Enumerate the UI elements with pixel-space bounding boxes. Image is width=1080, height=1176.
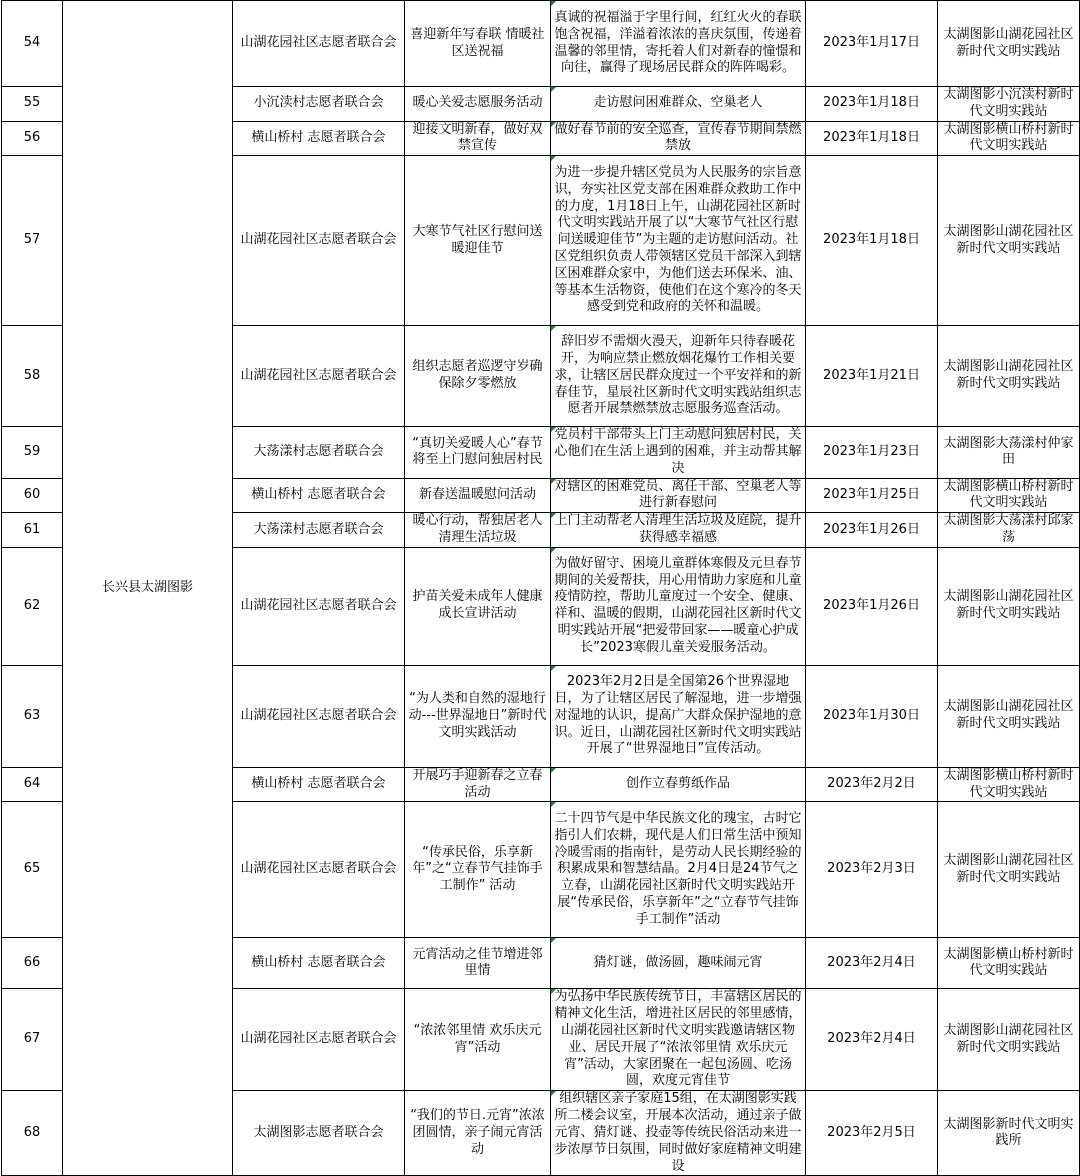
table-row bbox=[2, 1, 1080, 87]
row-number-cell: 65 bbox=[2, 802, 63, 938]
date-cell: 2023年2月4日 bbox=[806, 989, 938, 1091]
date-cell: 2023年1月18日 bbox=[806, 156, 938, 326]
date-cell: 2023年2月5日 bbox=[806, 1091, 938, 1176]
row-number-cell: 60 bbox=[2, 478, 63, 513]
venue-cell: 太湖图影大荡漾村邱家荡 bbox=[938, 513, 1080, 548]
organizer-cell: 横山桥村 志愿者联合会 bbox=[233, 767, 405, 802]
date-cell: 2023年1月26日 bbox=[806, 547, 938, 665]
county-cell: 长兴县太湖图影 bbox=[63, 1, 233, 1176]
activity-description-cell: 对辖区的困难党员、离任干部、空巢老人等进行新春慰问 bbox=[551, 478, 806, 513]
venue-cell: 太湖图影山湖花园社区新时代文明实践站 bbox=[938, 665, 1080, 767]
row-number-cell: 56 bbox=[2, 121, 63, 156]
venue-cell: 太湖图影山湖花园社区新时代文明实践站 bbox=[938, 156, 1080, 326]
organizer-cell: 山湖花园社区志愿者联合会 bbox=[233, 547, 405, 665]
venue-cell: 太湖图影山湖花园社区新时代文明实践站 bbox=[938, 1, 1080, 87]
venue-cell: 太湖图影横山桥村新时代文明实践站 bbox=[938, 478, 1080, 513]
activity-name-cell: 大寒节气社区行慰问送暖迎佳节 bbox=[405, 156, 551, 326]
row-number-cell: 54 bbox=[2, 1, 63, 87]
date-cell: 2023年1月30日 bbox=[806, 665, 938, 767]
organizer-cell: 山湖花园社区志愿者联合会 bbox=[233, 326, 405, 427]
venue-cell: 太湖图影横山桥村新时代文明实践站 bbox=[938, 121, 1080, 156]
organizer-cell: 横山桥村 志愿者联合会 bbox=[233, 478, 405, 513]
activity-name-cell: 组织志愿者巡逻守岁确保除夕零燃放 bbox=[405, 326, 551, 427]
date-cell: 2023年1月26日 bbox=[806, 513, 938, 548]
date-cell: 2023年1月18日 bbox=[806, 87, 938, 122]
date-cell: 2023年1月17日 bbox=[806, 1, 938, 87]
row-number-cell: 66 bbox=[2, 938, 63, 989]
venue-cell: 太湖图影山湖花园社区新时代文明实践站 bbox=[938, 802, 1080, 938]
activity-description-cell: 上门主动帮老人清理生活垃圾及庭院，提升获得感幸福感 bbox=[551, 513, 806, 548]
activity-name-cell: 开展巧手迎新春之立春活动 bbox=[405, 767, 551, 802]
date-cell: 2023年2月4日 bbox=[806, 938, 938, 989]
activity-name-cell: 新春送温暖慰问活动 bbox=[405, 478, 551, 513]
row-number-cell: 63 bbox=[2, 665, 63, 767]
activity-description-cell: 辞旧岁不需烟火漫天，迎新年只待春暖花开，为响应禁止燃放烟花爆竹工作相关要求，让辖区居民群众度过一个平安祥和的新春佳节，星辰社区新时代文明实践站组织志愿者开展禁燃禁放志愿服务巡查活动。 bbox=[551, 326, 806, 427]
activity-name-cell: 元宵活动之佳节增进邻里情 bbox=[405, 938, 551, 989]
activity-name-cell: 迎接文明新春，做好双禁宣传 bbox=[405, 121, 551, 156]
activity-description-cell: 做好春节前的安全巡查，宣传春节期间禁燃禁放 bbox=[551, 121, 806, 156]
organizer-cell: 横山桥村 志愿者联合会 bbox=[233, 121, 405, 156]
row-number-cell: 67 bbox=[2, 989, 63, 1091]
activity-description-cell: 为做好留守、困境儿童群体寒假及元旦春节期间的关爱帮扶，用心用情助力家庭和儿童疫情防控，帮助儿童度过一个安全、健康、祥和、温暖的假期，山湖花园社区新时代文明实践站开展“把爱带回家——暖童心护成长”2023寒假儿童关爱服务活动。 bbox=[551, 547, 806, 665]
activity-name-cell: “浓浓邻里情 欢乐庆元宵”活动 bbox=[405, 989, 551, 1091]
venue-cell: 太湖图影山湖花园社区新时代文明实践站 bbox=[938, 326, 1080, 427]
activity-name-cell: “为人类和自然的湿地行动---世界湿地日”新时代文明实践活动 bbox=[405, 665, 551, 767]
activity-name-cell: 喜迎新年写春联 情暖社区送祝福 bbox=[405, 1, 551, 87]
organizer-cell: 太湖图影志愿者联合会 bbox=[233, 1091, 405, 1176]
venue-cell: 太湖图影横山桥村新时代文明实践站 bbox=[938, 767, 1080, 802]
venue-cell: 太湖图影山湖花园社区新时代文明实践站 bbox=[938, 989, 1080, 1091]
venue-cell: 太湖图影小沉渎村新时代文明实践站 bbox=[938, 87, 1080, 122]
date-cell: 2023年2月2日 bbox=[806, 767, 938, 802]
row-number-cell: 62 bbox=[2, 547, 63, 665]
activity-description-cell: 猜灯谜，做汤圆，趣味闹元宵 bbox=[551, 938, 806, 989]
activity-description-cell: 创作立春剪纸作品 bbox=[551, 767, 806, 802]
activity-name-cell: “传承民俗，乐享新年”之“立春节气挂饰手工制作” 活动 bbox=[405, 802, 551, 938]
activity-name-cell: 暖心行动，帮独居老人清理生活垃圾 bbox=[405, 513, 551, 548]
date-cell: 2023年1月25日 bbox=[806, 478, 938, 513]
venue-cell: 太湖图影新时代文明实践所 bbox=[938, 1091, 1080, 1176]
activity-description-cell: 真诚的祝福溢于字里行间，红红火火的春联饱含祝福，洋溢着浓浓的喜庆氛围，传递着温馨的邻里情，寄托着人们对新春的憧憬和向往，赢得了现场居民群众的阵阵喝彩。 bbox=[551, 1, 806, 87]
row-number-cell: 61 bbox=[2, 513, 63, 548]
date-cell: 2023年1月23日 bbox=[806, 427, 938, 478]
activity-description-cell: 为进一步提升辖区党员为人民服务的宗旨意识，夯实社区党支部在困难群众救助工作中的力度，1月18日上午，山湖花园社区新时代文明实践站开展了以“大寒节气社区行慰问送暖迎佳节”为主题的走访慰问活动。社区党组织负责人带领辖区党员干部深入到辖区困难群众家中，为他们送去环保米、油、等基本生活物资，使他们在这个寒冷的冬天感受到党和政府的关怀和温暖。 bbox=[551, 156, 806, 326]
organizer-cell: 山湖花园社区志愿者联合会 bbox=[233, 665, 405, 767]
activity-description-cell: 党员村干部带头上门主动慰问独居村民，关心他们在生活上遇到的困难，并主动帮其解决 bbox=[551, 427, 806, 478]
organizer-cell: 大荡漾村志愿者联合会 bbox=[233, 427, 405, 478]
organizer-cell: 大荡漾村志愿者联合会 bbox=[233, 513, 405, 548]
activity-description-cell: 2023年2月2日是全国第26个世界湿地日，为了让辖区居民了解湿地，进一步增强对湿地的认识，提高广大群众保护湿地的意识。近日，山湖花园社区新时代文明实践站开展了“世界湿地日”宣传活动。 bbox=[551, 665, 806, 767]
activity-name-cell: 暖心关爱志愿服务活动 bbox=[405, 87, 551, 122]
row-number-cell: 55 bbox=[2, 87, 63, 122]
activity-name-cell: “真切关爱暖人心”春节将至上门慰问独居村民 bbox=[405, 427, 551, 478]
row-number-cell: 57 bbox=[2, 156, 63, 326]
row-number-cell: 59 bbox=[2, 427, 63, 478]
row-number-cell: 64 bbox=[2, 767, 63, 802]
activity-description-cell: 组织辖区亲子家庭15组，在太湖图影实践所二楼会议室，开展本次活动，通过亲子做元宵、猜灯谜、投壶等传统民俗活动来进一步浓厚节日氛围，同时做好家庭精神文明建设 bbox=[551, 1091, 806, 1176]
activity-name-cell: “我们的节日.元宵”浓浓团圆情，亲子闹元宵活动 bbox=[405, 1091, 551, 1176]
date-cell: 2023年1月21日 bbox=[806, 326, 938, 427]
organizer-cell: 小沉渎村志愿者联合会 bbox=[233, 87, 405, 122]
date-cell: 2023年2月3日 bbox=[806, 802, 938, 938]
activity-description-cell: 走访慰问困难群众、空巢老人 bbox=[551, 87, 806, 122]
organizer-cell: 山湖花园社区志愿者联合会 bbox=[233, 156, 405, 326]
venue-cell: 太湖图影横山桥村新时代文明实践站 bbox=[938, 938, 1080, 989]
venue-cell: 太湖图影山湖花园社区新时代文明实践站 bbox=[938, 547, 1080, 665]
row-number-cell: 58 bbox=[2, 326, 63, 427]
row-number-cell: 68 bbox=[2, 1091, 63, 1176]
activity-name-cell: 护苗关爱未成年人健康成长宣讲活动 bbox=[405, 547, 551, 665]
organizer-cell: 山湖花园社区志愿者联合会 bbox=[233, 1, 405, 87]
date-cell: 2023年1月18日 bbox=[806, 121, 938, 156]
table-body bbox=[2, 1, 1080, 1176]
organizer-cell: 横山桥村 志愿者联合会 bbox=[233, 938, 405, 989]
organizer-cell: 山湖花园社区志愿者联合会 bbox=[233, 802, 405, 938]
activity-description-cell: 二十四节气是中华民族文化的瑰宝，古时它指引人们农耕，现代是人们日常生活中预知冷暖雪雨的指南针，是劳动人民长期经验的积累成果和智慧结晶。2月4日是24节气之立春，山湖花园社区新时代文明实践站开展“传承民俗，乐享新年”之“立春节气挂饰手工制作”活动 bbox=[551, 802, 806, 938]
organizer-cell: 山湖花园社区志愿者联合会 bbox=[233, 989, 405, 1091]
activity-description-cell: 为弘扬中华民族传统节日，丰富辖区居民的精神文化生活，增进社区居民的邻里感情，山湖花园社区新时代文明实践邀请辖区物业、居民开展了“浓浓邻里情 欢乐庆元宵”活动，大家团聚在一起包汤圆、吃汤圆，欢度元宵佳节 bbox=[551, 989, 806, 1091]
venue-cell: 太湖图影大荡漾村仲家田 bbox=[938, 427, 1080, 478]
activity-table bbox=[1, 0, 1080, 1176]
